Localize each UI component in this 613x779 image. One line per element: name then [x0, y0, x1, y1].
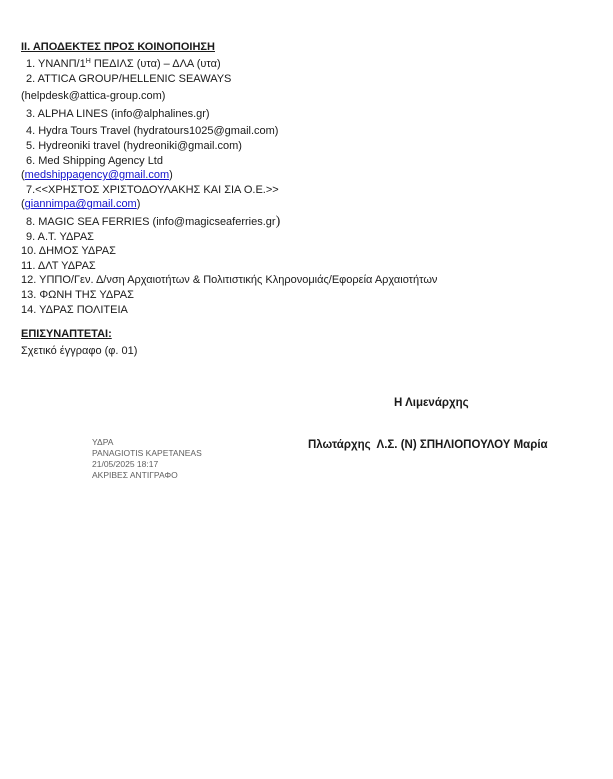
- recipient-row: [21, 107, 603, 122]
- recipient-text: (helpdesk@attica-group.com): [21, 90, 166, 103]
- recipient-row: [21, 259, 603, 274]
- recipient-row: [21, 89, 603, 104]
- recipient-text: 3. ALPHA LINES (info@alphalines.gr): [26, 107, 210, 120]
- attachment-heading: ΕΠΙΣΥΝΑΠΤΕΤΑΙ:: [21, 328, 112, 341]
- recipient-text: 14. ΥΔΡΑΣ ΠΟΛΙΤΕΙΑ: [21, 303, 128, 316]
- stamp-line: 21/05/2025 18:17: [92, 459, 159, 469]
- recipient-text: 9. Α.Τ. ΥΔΡΑΣ: [26, 230, 94, 243]
- stamp-line: PANAGIOTIS KAPETANEAS: [92, 448, 202, 458]
- stamp-line: ΑΚΡΙΒΕΣ ΑΝΤΙΓΡΑΦΟ: [92, 470, 178, 480]
- recipient-text: ): [136, 198, 141, 211]
- recipient-row: [21, 303, 603, 318]
- recipient-text: 13. ΦΩΝΗ ΤΗΣ ΥΔΡΑΣ: [21, 288, 134, 301]
- recipient-text: Η: [85, 58, 91, 65]
- recipient-row: [21, 154, 603, 169]
- recipient-row: [21, 168, 603, 183]
- recipient-text: 2. ATTICA GROUP/HELLENIC SEAWAYS: [26, 72, 232, 85]
- recipient-text: ): [275, 213, 281, 229]
- recipient-text: (: [21, 198, 25, 211]
- recipient-row: [21, 124, 603, 139]
- email-link[interactable]: giannimpa@gmail.com: [24, 198, 137, 211]
- recipient-row: [21, 183, 603, 198]
- recipient-row: [21, 230, 603, 245]
- signatory-title: Η Λιμενάρχης: [394, 397, 469, 409]
- recipient-row: [21, 215, 603, 230]
- recipient-text: 6. Med Shipping Agency Ltd: [26, 154, 163, 167]
- recipient-row: [21, 139, 603, 154]
- recipient-row: [21, 197, 603, 212]
- recipient-row: [21, 55, 603, 72]
- recipient-text: ΠΕΔΙΛΣ (υτα) – ΔΛΑ (υτα): [90, 58, 221, 70]
- attachment-body: Σχετικό έγγραφο (φ. 01): [21, 345, 138, 358]
- email-link[interactable]: medshippagency@gmail.com: [24, 169, 170, 182]
- recipient-text: 4. Hydra Tours Travel (hydratours1025@gmail.com): [26, 125, 279, 138]
- recipient-text: 10. ΔΗΜΟΣ ΥΔΡΑΣ: [21, 245, 116, 258]
- recipient-text: 8. MAGIC SEA FERRIES (info@magicseaferries.gr: [26, 215, 276, 228]
- recipient-row: [21, 244, 603, 259]
- recipient-row: [21, 72, 603, 87]
- recipient-text: (: [21, 169, 25, 182]
- recipient-row: [21, 288, 603, 303]
- recipient-text: 11. ΔΛΤ ΥΔΡΑΣ: [21, 259, 96, 272]
- recipient-text: 1. ΥΝΑΝΠ/1: [26, 58, 86, 70]
- recipient-text: ): [169, 169, 173, 182]
- digital-signature-stamp: [92, 437, 202, 481]
- recipient-row: [21, 273, 603, 288]
- signatory-name: Πλωτάρχης Λ.Σ. (Ν) ΣΠΗΛΙΟΠΟΥΛΟΥ Μαρία: [308, 439, 548, 451]
- document-content: [21, 40, 603, 359]
- recipients-list: [21, 55, 603, 317]
- recipient-text: 7.<<ΧΡΗΣΤΟΣ ΧΡΙΣΤΟΔΟΥΛΑΚΗΣ ΚΑΙ ΣΙΑ Ο.Ε.>>: [26, 183, 279, 196]
- recipients-heading: ΙΙ. ΑΠΟΔΕΚΤΕΣ ΠΡΟΣ ΚΟΙΝΟΠΟΙΗΣΗ: [21, 41, 215, 53]
- stamp-line: ΥΔΡΑ: [92, 437, 114, 447]
- recipient-text: 5. Hydreoniki travel (hydreoniki@gmail.com): [26, 139, 242, 152]
- recipient-text: 12. ΥΠΠΟ/Γεν. Δ/νση Αρχαιοτήτων & Πολιτιστικής Κληρονομιάς/Εφορεία Αρχαιοτήτων: [21, 274, 438, 287]
